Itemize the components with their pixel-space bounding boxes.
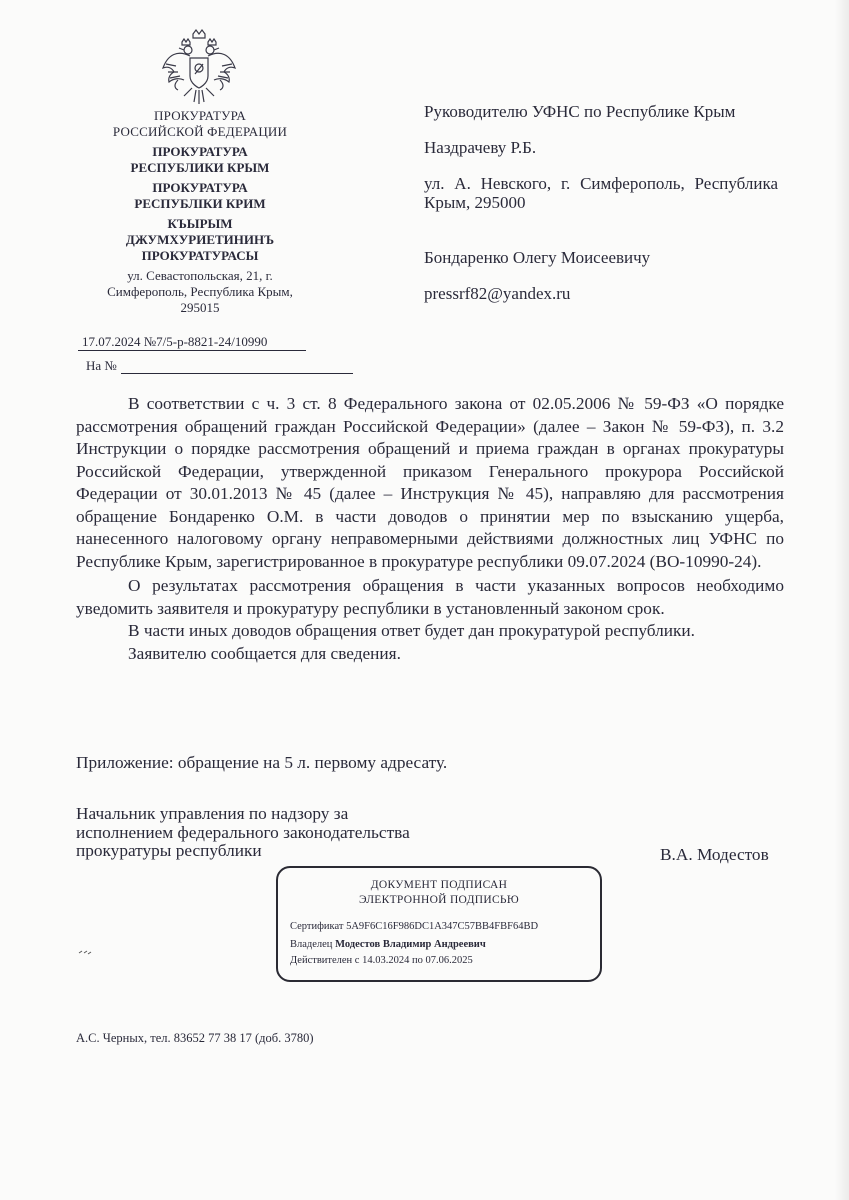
scan-edge-shadow <box>835 0 849 1200</box>
org-name-crimean-tatar: ДЖУМХУРИЕТИНИНЪ <box>125 232 275 247</box>
validity-from: 14.03.2024 <box>362 955 410 966</box>
signatory-title-line: исполнением федерального законодательства <box>76 822 410 842</box>
executor-contact: А.С. Черных, тел. 83652 77 38 17 (доб. 3780) <box>76 1031 314 1045</box>
registration-date: 17.07.2024 <box>82 334 141 349</box>
applicant-email: pressrf82@yandex.ru <box>424 284 571 303</box>
reply-reference <box>86 358 353 374</box>
body-paragraph: О результатах рассмотрения обращения в части указанных вопросов необходимо уведомить заявителя и прокуратуру республики в установленный законом срок. <box>76 576 784 618</box>
owner-label: Владелец <box>290 939 333 950</box>
stamp-validity <box>290 954 473 967</box>
addressee-position: Руководителю УФНС по Республике Крым <box>424 102 736 121</box>
stamp-owner <box>290 938 486 951</box>
stamp-title-line: ЭЛЕКТРОННОЙ ПОДПИСЬЮ <box>359 894 519 906</box>
validity-label: Действителен <box>290 955 353 966</box>
org-line: ПРОКУРАТУРА <box>154 108 246 123</box>
org-name-ru: ПРОКУРАТУРА <box>152 144 248 159</box>
stamp-title-line: ДОКУМЕНТ ПОДПИСАН <box>370 879 508 891</box>
signatory-title <box>76 805 496 861</box>
reply-label: На № <box>86 358 117 373</box>
addressee-address: ул. А. Невского, г. Симферополь, Республика Крым, 295000 <box>424 174 778 212</box>
address-line: ул. Севастопольская, 21, г. <box>127 268 273 283</box>
validity-to: 07.06.2025 <box>425 955 473 966</box>
sender-block <box>86 108 314 316</box>
org-name-crimean-tatar: КЪЫРЫМ <box>167 216 233 231</box>
applicant-name: Бондаренко Олегу Моисеевичу <box>424 248 651 267</box>
signatory-title-line: Начальник управления по надзору за <box>76 804 349 823</box>
sender-address <box>86 268 314 316</box>
registration-number-prefix: № <box>143 334 157 349</box>
address-line: 295015 <box>180 300 220 315</box>
addressee-name: Наздрачеву Р.Б. <box>424 138 537 157</box>
electronic-signature-stamp <box>276 866 602 982</box>
org-name-ua: ПРОКУРАТУРА <box>152 180 248 195</box>
org-name-ru: РЕСПУБЛИКИ КРЫМ <box>130 160 270 175</box>
body-paragraph: В части иных доводов обращения ответ будет дан прокуратурой республики. <box>128 621 695 640</box>
validity-from-prefix: с <box>354 955 360 966</box>
signatory-name: В.А. Модестов <box>660 845 769 864</box>
org-name-ua: РЕСПУБЛIКИ КРИМ <box>134 196 266 211</box>
org-line: РОССИЙСКОЙ ФЕДЕРАЦИИ <box>112 124 288 139</box>
coat-of-arms-icon <box>160 28 238 108</box>
stamp-title <box>278 878 600 908</box>
reply-blank-line <box>121 361 353 374</box>
certificate-label: Сертификат <box>290 921 344 932</box>
body-paragraph: Заявителю сообщается для сведения. <box>128 643 401 663</box>
stamp-certificate <box>290 920 538 933</box>
address-line: Симферополь, Республика Крым, <box>107 284 293 299</box>
registration-number: 7/5-р-8821-24/10990 <box>156 334 268 349</box>
letter-body <box>76 393 784 665</box>
validity-to-prefix: по <box>411 955 423 966</box>
certificate-value: 5A9F6C16F986DC1A347C57BB4FBF64BD <box>346 921 539 932</box>
owner-value: Модестов Владимир Андреевич <box>335 939 486 950</box>
org-name-crimean-tatar: ПРОКУРАТУРАСЫ <box>141 248 259 263</box>
attachment-note: Приложение: обращение на 5 л. первому адресату. <box>76 753 448 772</box>
signatory-title-line: прокуратуры республики <box>76 841 262 860</box>
addressee-block <box>424 102 778 303</box>
scan-mark-icon <box>78 948 92 956</box>
registration-line <box>78 334 306 351</box>
body-paragraph: В соответствии с ч. 3 ст. 8 Федерального закона от 02.05.2006 № 59-ФЗ «О порядке рассмотрения обращений граждан Российской Федерации» (далее – Закон № 59-ФЗ), п. 3.2 Инструкции о порядке рассмотрения обращений и приема граждан в органах прокуратуры Российской Федерации, утвержденной приказом Генерального прокурора Российской Федерации от 30.01.2013 № 45 (далее – Инструкция № 45), направляю для рассмотрения обращение Бондаренко О.М. в части доводов о принятии мер по взысканию ущерба, нанесенного налоговому органу неправомерными действиями должностных лиц УФНС по Республике Крым, зарегистрированное в прокуратуре республики 09.07.2024 (ВО-10990-24). <box>76 394 784 571</box>
